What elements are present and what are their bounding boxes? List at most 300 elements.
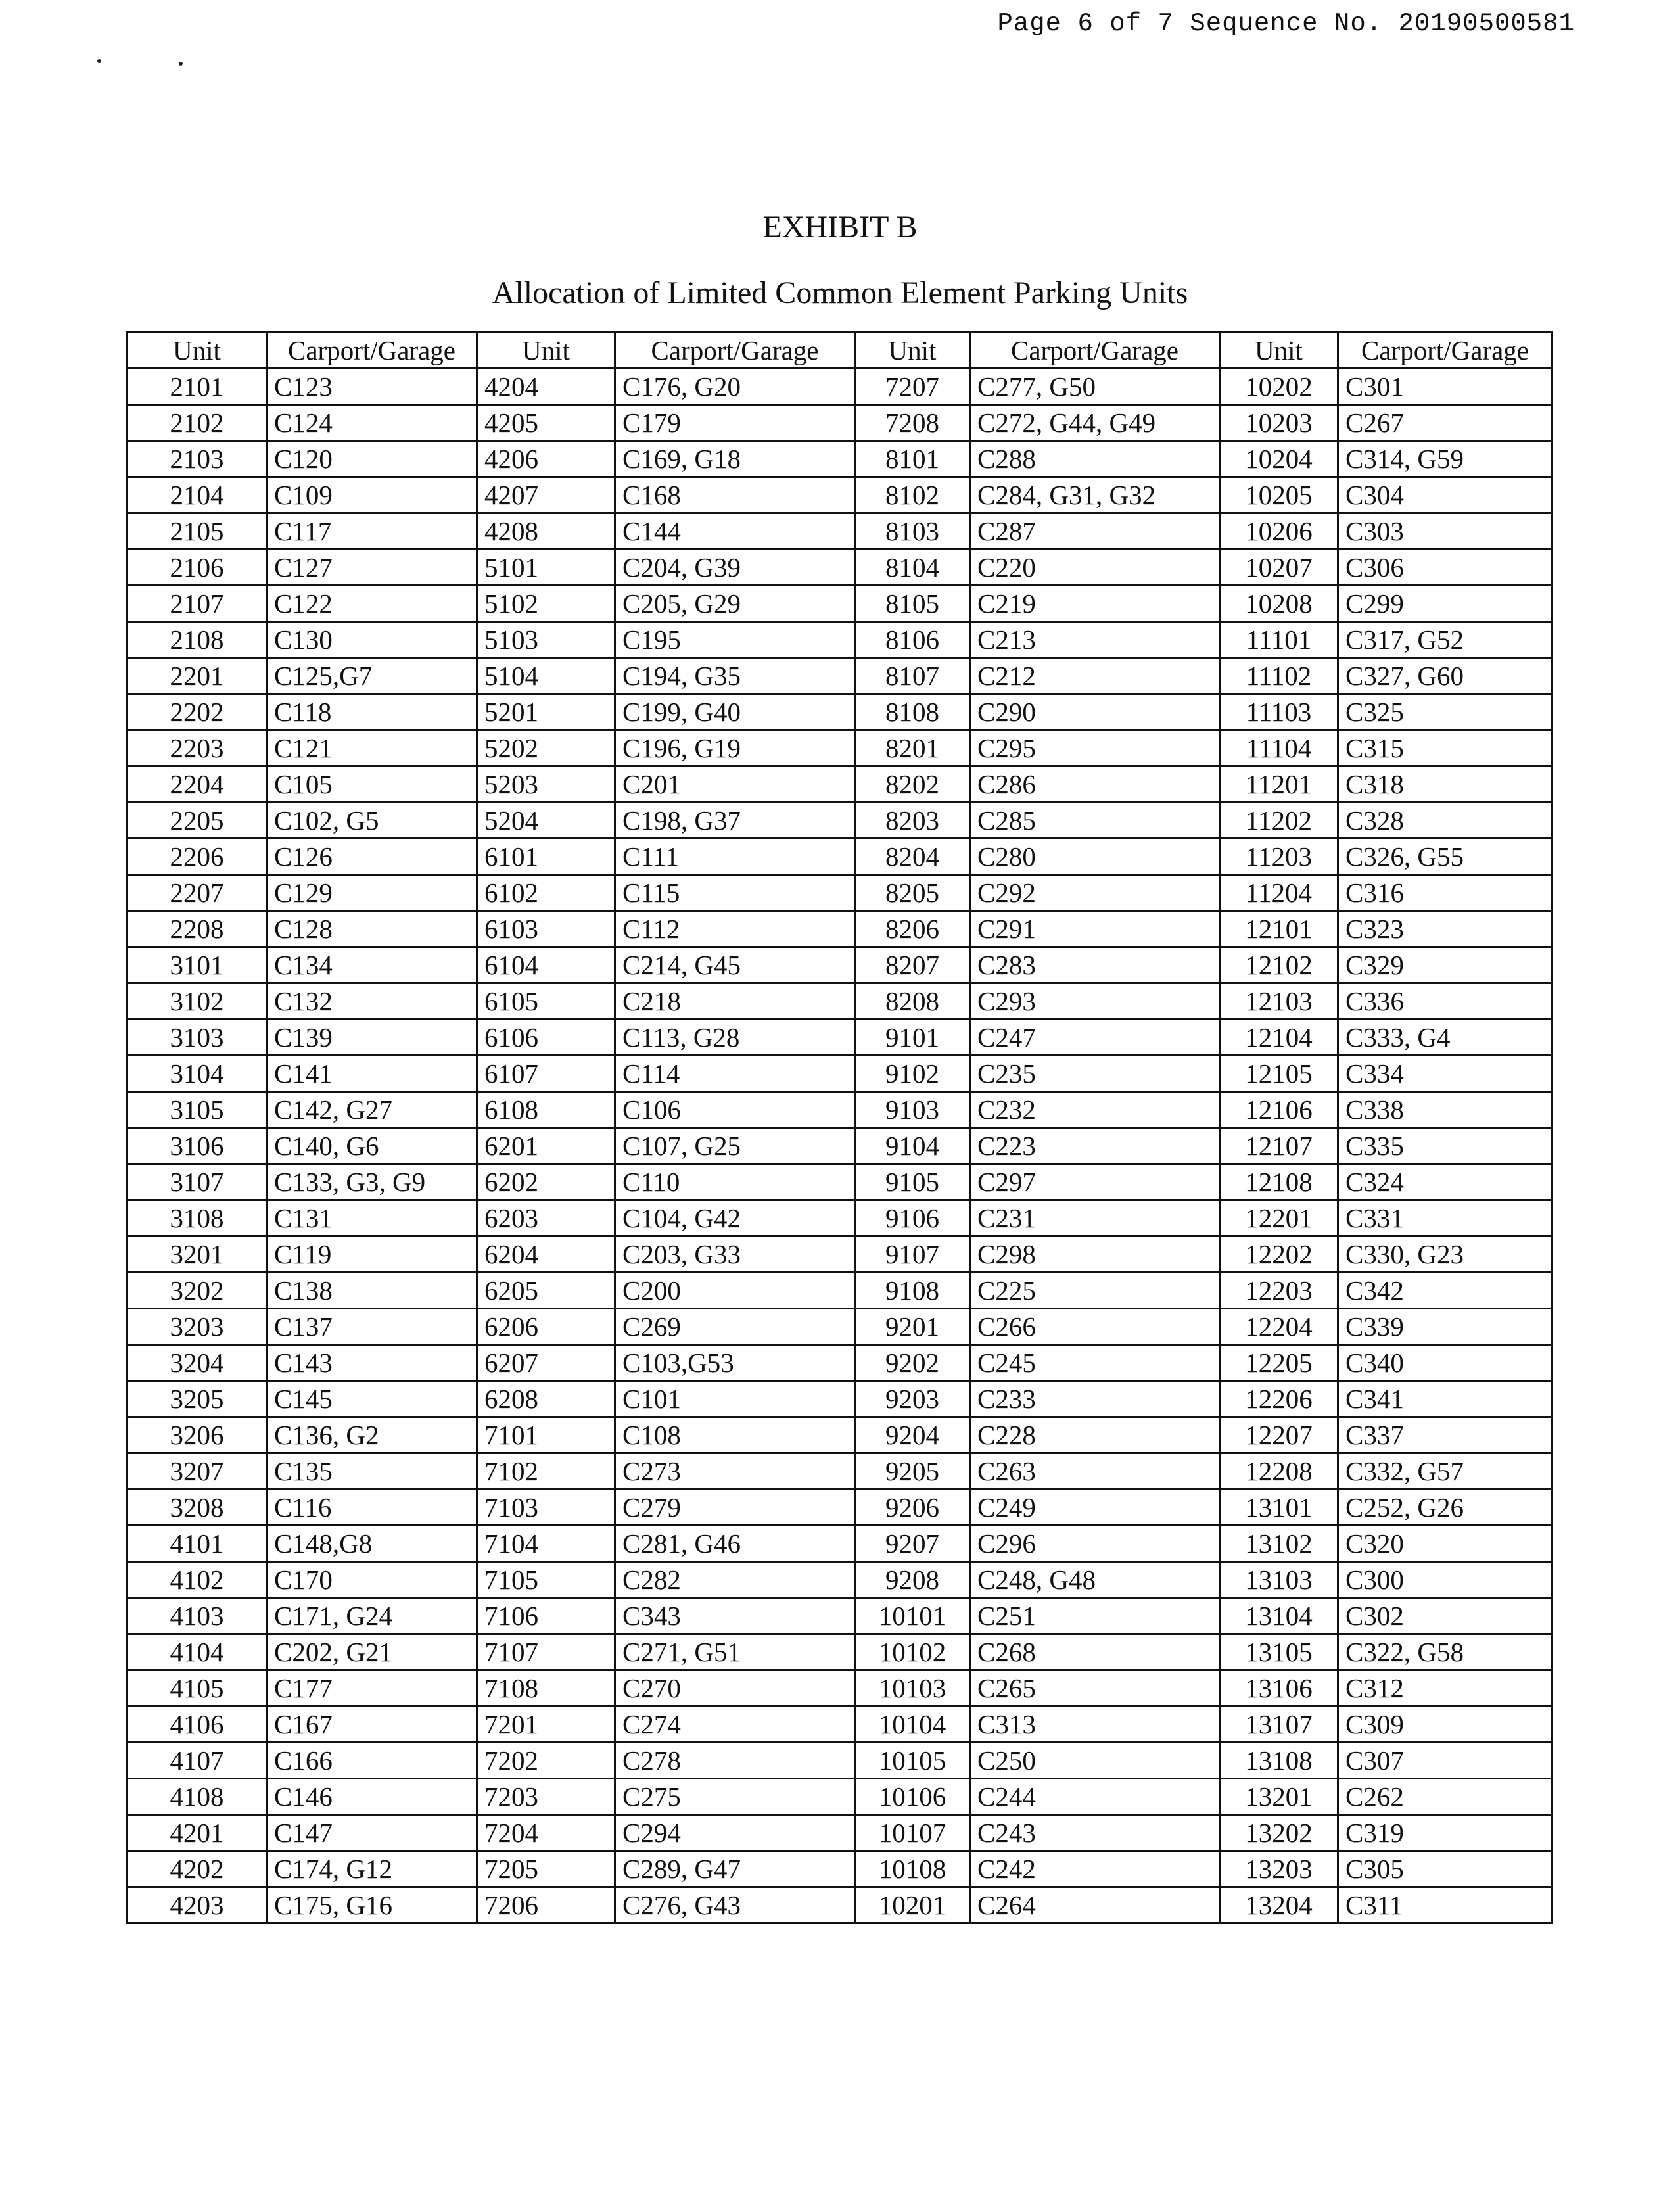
carport-garage-cell: C128	[267, 911, 477, 947]
carport-garage-cell: C320	[1338, 1526, 1552, 1562]
table-row	[128, 1490, 1552, 1526]
carport-garage-cell: C123	[267, 369, 477, 405]
carport-garage-cell: C312	[1338, 1670, 1552, 1707]
table-row	[128, 658, 1552, 694]
unit-cell: 11204	[1220, 875, 1338, 911]
carport-garage-cell: C247	[970, 1020, 1220, 1056]
unit-column-header: Unit	[855, 333, 970, 369]
unit-cell: 2104	[128, 477, 267, 513]
table-row	[128, 1453, 1552, 1490]
unit-cell: 4105	[128, 1670, 267, 1707]
carport-garage-cell: C324	[1338, 1164, 1552, 1200]
table-row	[128, 1526, 1552, 1562]
carport-garage-cell: C126	[267, 839, 477, 875]
carport-garage-cell: C342	[1338, 1273, 1552, 1309]
carport-garage-cell: C119	[267, 1237, 477, 1273]
unit-cell: 6107	[477, 1056, 615, 1092]
unit-cell: 8205	[855, 875, 970, 911]
carport-garage-cell: C266	[970, 1309, 1220, 1345]
unit-cell: 8207	[855, 947, 970, 983]
carport-garage-cell: C288	[970, 441, 1220, 477]
carport-garage-column-header: Carport/Garage	[615, 333, 855, 369]
unit-cell: 4107	[128, 1743, 267, 1779]
carport-garage-cell: C268	[970, 1634, 1220, 1670]
carport-garage-cell: C111	[615, 839, 855, 875]
unit-cell: 2204	[128, 766, 267, 803]
carport-garage-cell: C225	[970, 1273, 1220, 1309]
carport-garage-cell: C219	[970, 586, 1220, 622]
carport-garage-cell: C311	[1338, 1887, 1552, 1923]
carport-garage-cell: C203, G33	[615, 1237, 855, 1273]
carport-garage-cell: C243	[970, 1815, 1220, 1851]
carport-garage-column-header: Carport/Garage	[1338, 333, 1552, 369]
unit-cell: 11202	[1220, 803, 1338, 839]
unit-cell: 13203	[1220, 1851, 1338, 1887]
carport-garage-cell: C132	[267, 983, 477, 1020]
carport-garage-cell: C121	[267, 730, 477, 766]
carport-garage-cell: C294	[615, 1815, 855, 1851]
carport-garage-cell: C323	[1338, 911, 1552, 947]
carport-garage-cell: C125,G7	[267, 658, 477, 694]
unit-cell: 5104	[477, 658, 615, 694]
table-row	[128, 1345, 1552, 1381]
unit-cell: 8201	[855, 730, 970, 766]
carport-garage-cell: C174, G12	[267, 1851, 477, 1887]
unit-cell: 2103	[128, 441, 267, 477]
unit-cell: 12204	[1220, 1309, 1338, 1345]
unit-cell: 4102	[128, 1562, 267, 1598]
carport-garage-cell: C267	[1338, 405, 1552, 441]
unit-cell: 13105	[1220, 1634, 1338, 1670]
table-row	[128, 369, 1552, 405]
carport-garage-cell: C289, G47	[615, 1851, 855, 1887]
carport-garage-cell: C244	[970, 1779, 1220, 1815]
unit-cell: 3204	[128, 1345, 267, 1381]
unit-cell: 8206	[855, 911, 970, 947]
table-row	[128, 947, 1552, 983]
carport-garage-cell: C335	[1338, 1128, 1552, 1164]
exhibit-title: EXHIBIT B	[762, 210, 918, 245]
unit-cell: 8107	[855, 658, 970, 694]
unit-cell: 9207	[855, 1526, 970, 1562]
unit-cell: 12206	[1220, 1381, 1338, 1417]
unit-cell: 12208	[1220, 1453, 1338, 1490]
unit-cell: 3208	[128, 1490, 267, 1526]
carport-garage-cell: C136, G2	[267, 1417, 477, 1453]
carport-garage-column-header: Carport/Garage	[970, 333, 1220, 369]
carport-garage-cell: C339	[1338, 1309, 1552, 1345]
carport-garage-cell: C122	[267, 586, 477, 622]
carport-garage-cell: C175, G16	[267, 1887, 477, 1923]
table-row	[128, 1707, 1552, 1743]
carport-garage-cell: C214, G45	[615, 947, 855, 983]
unit-cell: 13202	[1220, 1815, 1338, 1851]
unit-cell: 13106	[1220, 1670, 1338, 1707]
carport-garage-cell: C298	[970, 1237, 1220, 1273]
carport-garage-cell: C299	[1338, 586, 1552, 622]
unit-column-header: Unit	[477, 333, 615, 369]
unit-cell: 4203	[128, 1887, 267, 1923]
carport-garage-cell: C281, G46	[615, 1526, 855, 1562]
carport-garage-cell: C140, G6	[267, 1128, 477, 1164]
unit-cell: 4101	[128, 1526, 267, 1562]
table-row	[128, 586, 1552, 622]
carport-garage-cell: C235	[970, 1056, 1220, 1092]
unit-cell: 13101	[1220, 1490, 1338, 1526]
carport-garage-cell: C176, G20	[615, 369, 855, 405]
unit-cell: 3205	[128, 1381, 267, 1417]
carport-garage-cell: C285	[970, 803, 1220, 839]
carport-garage-cell: C336	[1338, 983, 1552, 1020]
unit-cell: 10206	[1220, 513, 1338, 550]
carport-garage-cell: C341	[1338, 1381, 1552, 1417]
unit-cell: 13108	[1220, 1743, 1338, 1779]
unit-cell: 11101	[1220, 622, 1338, 658]
unit-cell: 9103	[855, 1092, 970, 1128]
unit-cell: 4202	[128, 1851, 267, 1887]
carport-garage-cell: C220	[970, 550, 1220, 586]
carport-garage-cell: C252, G26	[1338, 1490, 1552, 1526]
carport-garage-cell: C130	[267, 622, 477, 658]
unit-cell: 10201	[855, 1887, 970, 1923]
page-sequence-header: Page 6 of 7 Sequence No. 20190500581	[997, 9, 1575, 38]
carport-garage-cell: C205, G29	[615, 586, 855, 622]
carport-garage-cell: C275	[615, 1779, 855, 1815]
carport-garage-cell: C134	[267, 947, 477, 983]
carport-garage-cell: C284, G31, G32	[970, 477, 1220, 513]
unit-cell: 13103	[1220, 1562, 1338, 1598]
table-row	[128, 1309, 1552, 1345]
table-row	[128, 1598, 1552, 1634]
unit-cell: 12201	[1220, 1200, 1338, 1237]
carport-garage-cell: C110	[615, 1164, 855, 1200]
unit-cell: 6206	[477, 1309, 615, 1345]
unit-cell: 7102	[477, 1453, 615, 1490]
unit-cell: 10101	[855, 1598, 970, 1634]
carport-garage-cell: C137	[267, 1309, 477, 1345]
carport-garage-cell: C250	[970, 1743, 1220, 1779]
carport-garage-cell: C117	[267, 513, 477, 550]
table-row	[128, 839, 1552, 875]
table-row	[128, 766, 1552, 803]
carport-garage-cell: C124	[267, 405, 477, 441]
carport-garage-cell: C319	[1338, 1815, 1552, 1851]
unit-cell: 9104	[855, 1128, 970, 1164]
unit-cell: 6104	[477, 947, 615, 983]
unit-cell: 3202	[128, 1273, 267, 1309]
unit-cell: 2105	[128, 513, 267, 550]
unit-cell: 7201	[477, 1707, 615, 1743]
unit-cell: 13107	[1220, 1707, 1338, 1743]
unit-cell: 2202	[128, 694, 267, 730]
unit-cell: 6208	[477, 1381, 615, 1417]
carport-garage-cell: C114	[615, 1056, 855, 1092]
carport-garage-cell: C251	[970, 1598, 1220, 1634]
unit-cell: 5102	[477, 586, 615, 622]
carport-garage-cell: C330, G23	[1338, 1237, 1552, 1273]
table-row	[128, 1056, 1552, 1092]
unit-cell: 3104	[128, 1056, 267, 1092]
unit-cell: 7204	[477, 1815, 615, 1851]
unit-cell: 2101	[128, 369, 267, 405]
unit-cell: 12202	[1220, 1237, 1338, 1273]
carport-garage-cell: C248, G48	[970, 1562, 1220, 1598]
unit-cell: 8105	[855, 586, 970, 622]
parking-allocation-table	[126, 331, 1553, 1924]
carport-garage-cell: C118	[267, 694, 477, 730]
unit-cell: 8202	[855, 766, 970, 803]
carport-garage-cell: C169, G18	[615, 441, 855, 477]
unit-cell: 6103	[477, 911, 615, 947]
unit-cell: 10205	[1220, 477, 1338, 513]
table-row	[128, 477, 1552, 513]
unit-cell: 2206	[128, 839, 267, 875]
carport-garage-cell: C115	[615, 875, 855, 911]
carport-garage-cell: C334	[1338, 1056, 1552, 1092]
carport-garage-cell: C223	[970, 1128, 1220, 1164]
unit-cell: 12103	[1220, 983, 1338, 1020]
table-row	[128, 1020, 1552, 1056]
carport-garage-cell: C296	[970, 1526, 1220, 1562]
table-row	[128, 513, 1552, 550]
carport-garage-cell: C283	[970, 947, 1220, 983]
carport-garage-cell: C332, G57	[1338, 1453, 1552, 1490]
carport-garage-cell: C213	[970, 622, 1220, 658]
carport-garage-cell: C274	[615, 1707, 855, 1743]
unit-column-header: Unit	[1220, 333, 1338, 369]
unit-cell: 6203	[477, 1200, 615, 1237]
unit-cell: 8208	[855, 983, 970, 1020]
unit-cell: 3103	[128, 1020, 267, 1056]
carport-garage-cell: C138	[267, 1273, 477, 1309]
unit-cell: 9202	[855, 1345, 970, 1381]
carport-garage-cell: C101	[615, 1381, 855, 1417]
table-row	[128, 911, 1552, 947]
unit-cell: 5203	[477, 766, 615, 803]
carport-garage-cell: C277, G50	[970, 369, 1220, 405]
carport-garage-cell: C116	[267, 1490, 477, 1526]
carport-garage-cell: C272, G44, G49	[970, 405, 1220, 441]
unit-cell: 12106	[1220, 1092, 1338, 1128]
carport-garage-cell: C104, G42	[615, 1200, 855, 1237]
unit-cell: 10102	[855, 1634, 970, 1670]
unit-cell: 5103	[477, 622, 615, 658]
unit-cell: 7105	[477, 1562, 615, 1598]
carport-garage-cell: C273	[615, 1453, 855, 1490]
unit-cell: 6202	[477, 1164, 615, 1200]
unit-cell: 4103	[128, 1598, 267, 1634]
carport-garage-cell: C249	[970, 1490, 1220, 1526]
unit-cell: 13204	[1220, 1887, 1338, 1923]
unit-cell: 8108	[855, 694, 970, 730]
carport-garage-cell: C113, G28	[615, 1020, 855, 1056]
unit-cell: 12205	[1220, 1345, 1338, 1381]
carport-garage-cell: C147	[267, 1815, 477, 1851]
unit-cell: 13201	[1220, 1779, 1338, 1815]
unit-cell: 5202	[477, 730, 615, 766]
carport-garage-cell: C166	[267, 1743, 477, 1779]
carport-garage-cell: C271, G51	[615, 1634, 855, 1670]
carport-garage-cell: C326, G55	[1338, 839, 1552, 875]
table-row	[128, 1815, 1552, 1851]
unit-cell: 3207	[128, 1453, 267, 1490]
carport-garage-cell: C305	[1338, 1851, 1552, 1887]
unit-cell: 10202	[1220, 369, 1338, 405]
carport-garage-cell: C333, G4	[1338, 1020, 1552, 1056]
carport-garage-cell: C279	[615, 1490, 855, 1526]
unit-cell: 7208	[855, 405, 970, 441]
unit-cell: 7106	[477, 1598, 615, 1634]
carport-garage-cell: C228	[970, 1417, 1220, 1453]
carport-garage-cell: C108	[615, 1417, 855, 1453]
unit-column-header: Unit	[128, 333, 267, 369]
carport-garage-cell: C167	[267, 1707, 477, 1743]
unit-cell: 2208	[128, 911, 267, 947]
carport-garage-cell: C262	[1338, 1779, 1552, 1815]
table-row	[128, 1237, 1552, 1273]
table-body	[128, 369, 1552, 1923]
unit-cell: 10208	[1220, 586, 1338, 622]
carport-garage-cell: C120	[267, 441, 477, 477]
carport-garage-cell: C142, G27	[267, 1092, 477, 1128]
unit-cell: 2108	[128, 622, 267, 658]
carport-garage-cell: C201	[615, 766, 855, 803]
unit-cell: 10106	[855, 1779, 970, 1815]
unit-cell: 10104	[855, 1707, 970, 1743]
carport-garage-cell: C233	[970, 1381, 1220, 1417]
unit-cell: 10103	[855, 1670, 970, 1707]
carport-garage-cell: C327, G60	[1338, 658, 1552, 694]
unit-cell: 3203	[128, 1309, 267, 1345]
carport-garage-cell: C177	[267, 1670, 477, 1707]
carport-garage-cell: C131	[267, 1200, 477, 1237]
carport-garage-cell: C265	[970, 1670, 1220, 1707]
unit-cell: 11201	[1220, 766, 1338, 803]
carport-garage-cell: C301	[1338, 369, 1552, 405]
table-row	[128, 1381, 1552, 1417]
carport-garage-cell: C290	[970, 694, 1220, 730]
carport-garage-cell: C129	[267, 875, 477, 911]
table-row	[128, 730, 1552, 766]
unit-cell: 6108	[477, 1092, 615, 1128]
exhibit-subtitle: Allocation of Limited Common Element Parking Units	[492, 275, 1188, 310]
unit-cell: 9107	[855, 1237, 970, 1273]
carport-garage-cell: C232	[970, 1092, 1220, 1128]
unit-cell: 3108	[128, 1200, 267, 1237]
carport-garage-cell: C304	[1338, 477, 1552, 513]
unit-cell: 9105	[855, 1164, 970, 1200]
unit-cell: 9101	[855, 1020, 970, 1056]
carport-garage-cell: C144	[615, 513, 855, 550]
carport-garage-cell: C218	[615, 983, 855, 1020]
carport-garage-cell: C270	[615, 1670, 855, 1707]
carport-garage-cell: C195	[615, 622, 855, 658]
unit-cell: 2203	[128, 730, 267, 766]
unit-cell: 9203	[855, 1381, 970, 1417]
unit-cell: 8204	[855, 839, 970, 875]
carport-garage-cell: C145	[267, 1381, 477, 1417]
carport-garage-cell: C338	[1338, 1092, 1552, 1128]
unit-cell: 4205	[477, 405, 615, 441]
unit-cell: 3201	[128, 1237, 267, 1273]
carport-garage-cell: C168	[615, 477, 855, 513]
table-row	[128, 1562, 1552, 1598]
carport-garage-cell: C263	[970, 1453, 1220, 1490]
carport-garage-cell: C135	[267, 1453, 477, 1490]
unit-cell: 7107	[477, 1634, 615, 1670]
unit-cell: 12207	[1220, 1417, 1338, 1453]
carport-garage-cell: C306	[1338, 550, 1552, 586]
carport-garage-cell: C141	[267, 1056, 477, 1092]
unit-cell: 6201	[477, 1128, 615, 1164]
carport-garage-cell: C171, G24	[267, 1598, 477, 1634]
carport-garage-cell: C231	[970, 1200, 1220, 1237]
carport-garage-cell: C278	[615, 1743, 855, 1779]
unit-cell: 8103	[855, 513, 970, 550]
unit-cell: 5101	[477, 550, 615, 586]
unit-cell: 8203	[855, 803, 970, 839]
unit-cell: 12104	[1220, 1020, 1338, 1056]
carport-garage-cell: C292	[970, 875, 1220, 911]
carport-garage-cell: C105	[267, 766, 477, 803]
carport-garage-cell: C269	[615, 1309, 855, 1345]
carport-garage-cell: C280	[970, 839, 1220, 875]
unit-cell: 6207	[477, 1345, 615, 1381]
table-row	[128, 1887, 1552, 1923]
unit-cell: 6106	[477, 1020, 615, 1056]
unit-cell: 10105	[855, 1743, 970, 1779]
unit-cell: 4104	[128, 1634, 267, 1670]
carport-garage-cell: C146	[267, 1779, 477, 1815]
unit-cell: 5201	[477, 694, 615, 730]
unit-cell: 9106	[855, 1200, 970, 1237]
carport-garage-cell: C302	[1338, 1598, 1552, 1634]
carport-garage-cell: C343	[615, 1598, 855, 1634]
unit-cell: 3106	[128, 1128, 267, 1164]
unit-cell: 3101	[128, 947, 267, 983]
carport-garage-cell: C331	[1338, 1200, 1552, 1237]
table-row	[128, 1634, 1552, 1670]
carport-garage-cell: C297	[970, 1164, 1220, 1200]
unit-cell: 4208	[477, 513, 615, 550]
carport-garage-cell: C309	[1338, 1707, 1552, 1743]
unit-cell: 3206	[128, 1417, 267, 1453]
carport-garage-cell: C325	[1338, 694, 1552, 730]
unit-cell: 8104	[855, 550, 970, 586]
table-row	[128, 405, 1552, 441]
unit-cell: 7103	[477, 1490, 615, 1526]
unit-cell: 6205	[477, 1273, 615, 1309]
unit-cell: 7202	[477, 1743, 615, 1779]
carport-garage-cell: C300	[1338, 1562, 1552, 1598]
carport-garage-cell: C194, G35	[615, 658, 855, 694]
unit-cell: 11203	[1220, 839, 1338, 875]
carport-garage-cell: C282	[615, 1562, 855, 1598]
carport-garage-cell: C337	[1338, 1417, 1552, 1453]
carport-garage-cell: C286	[970, 766, 1220, 803]
table-row	[128, 694, 1552, 730]
unit-cell: 4207	[477, 477, 615, 513]
unit-cell: 9204	[855, 1417, 970, 1453]
table-row	[128, 1779, 1552, 1815]
unit-cell: 2205	[128, 803, 267, 839]
carport-garage-cell: C293	[970, 983, 1220, 1020]
carport-garage-cell: C328	[1338, 803, 1552, 839]
table-row	[128, 550, 1552, 586]
unit-cell: 10203	[1220, 405, 1338, 441]
unit-cell: 7207	[855, 369, 970, 405]
unit-cell: 12108	[1220, 1164, 1338, 1200]
